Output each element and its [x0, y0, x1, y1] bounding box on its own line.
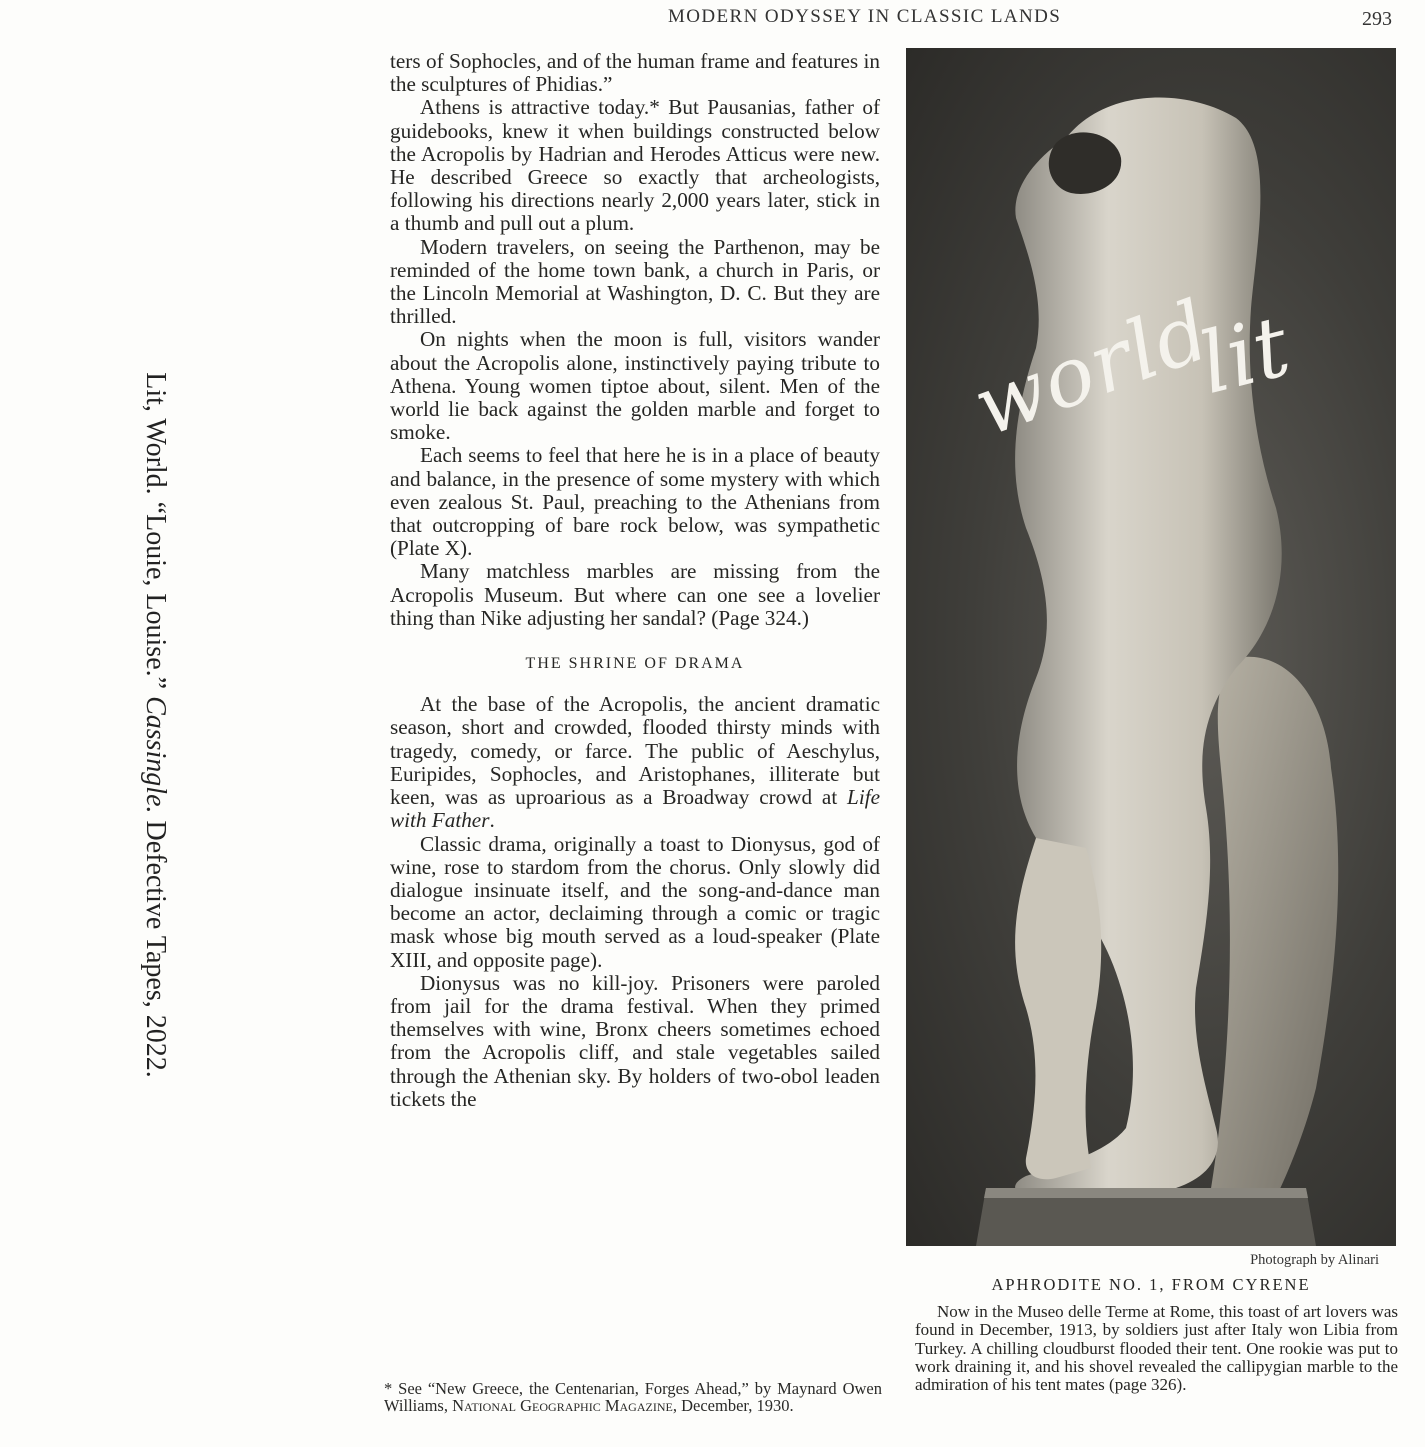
drapery	[1206, 657, 1338, 1218]
side-caption	[139, 305, 171, 1145]
caption-body: Now in the Museo delle Terme at Rome, this toast of art lovers was found in December, 1913, by soldiers just after Italy won Libia from Turkey. A chilling cloudburst flooded their tent. One rookie was put to work draining it, and his shovel revealed the callipygian marble to the admiration of his tent mates (page 326).	[915, 1302, 1398, 1395]
article-paragraph: Each seems to feel that here he is in a place of beauty and balance, in the presence of some mystery with which even zealous St. Paul, preaching to the Athenians from that outcropping of bare rock below, was sympathetic (Plate X).	[390, 443, 880, 561]
front-leg	[1015, 838, 1101, 1179]
article-paragraph: Modern travelers, on seeing the Parthenon, may be reminded of the home town bank, a church in Paris, or the Lincoln Memorial at Washington, D. C. But they are thrilled.	[390, 234, 880, 329]
play-title: Life with Father	[390, 785, 880, 833]
side-caption-format: Cassingle.	[140, 696, 171, 814]
section-heading: THE SHRINE OF DRAMA	[525, 655, 745, 673]
running-head: MODERN ODYSSEY IN CLASSIC LANDS	[668, 6, 1062, 27]
statue-photo	[906, 48, 1396, 1246]
article-paragraph: Classic drama, originally a toast to Dionysus, god of wine, rose to stardom from the chorus. Only slowly did dialogue insinuate itself, and the song-and-dance man become an actor, declaiming through a comic or tragic mask whose big mouth served as a loud-speaker (Plate XIII, and opposite page).	[390, 831, 880, 972]
overlay-word-world: world	[962, 283, 1223, 456]
article-paragraph: ters of Sophocles, and of the human frame and features in the sculptures of Phidias.”	[390, 49, 880, 97]
caption-title: APHRODITE NO. 1, FROM CYRENE	[991, 1275, 1311, 1294]
article-paragraph: Athens is attractive today.* But Pausanias, father of guidebooks, knew it when buildings constructed below the Acropolis by Hadrian and Herodes Atticus were new. He described Greece so exactly that archeologists, following his directions nearly 2,000 years later, stick in a thumb and pull out a plum.	[390, 95, 880, 236]
article-column	[390, 50, 880, 1111]
paragraph-text: .	[489, 808, 495, 833]
article-paragraph: Many matchless marbles are missing from the Acropolis Museum. But where can one see a lovelier thing than Nike adjusting her sandal? (Page 324.)	[390, 559, 880, 630]
footnote-text: , December, 1930.	[672, 1396, 794, 1415]
paragraph-text: At the base of the Acropolis, the ancient dramatic season, short and crowded, flooded thirsty minds with tragedy, comedy, or farce. The public of Aeschylus, Euripides, Sophocles, and Aristophanes, illiterate but keen, was as uproarious as a Broadway crowd at	[390, 692, 880, 810]
article-paragraph: Dionysus was no kill-joy. Prisoners were paroled from jail for the drama festival. When they primed themselves with wine, Bronx cheers sometimes echoed from the Acropolis cliff, and stale vegetables sailed through the Athenian sky. By holders of two-obol leaden tickets the	[390, 970, 880, 1111]
statue-illustration	[906, 48, 1396, 1246]
page-number: 293	[1362, 8, 1392, 30]
article-paragraph: On nights when the moon is full, visitors wander about the Acropolis alone, instinctively paying tribute to Athena. Young women tiptoe about, silent. Men of the world lie back against the golden marble and forget to smoke.	[390, 327, 880, 445]
footnote-magazine: National Geographic Magazine	[452, 1396, 673, 1415]
article-paragraph	[390, 693, 880, 832]
footnote	[384, 1380, 882, 1414]
footnote-text: * See “New Greece, the Centenarian, Forges Ahead,” by Maynard Owen Williams,	[384, 1379, 882, 1415]
overlay-word-lit: lit	[1190, 296, 1299, 414]
side-caption-label: Defective Tapes, 2022.	[140, 813, 171, 1078]
side-caption-artist: Lit, World. “Louie, Louise.”	[140, 372, 171, 697]
photo-credit: Photograph by Alinari	[1250, 1252, 1379, 1268]
